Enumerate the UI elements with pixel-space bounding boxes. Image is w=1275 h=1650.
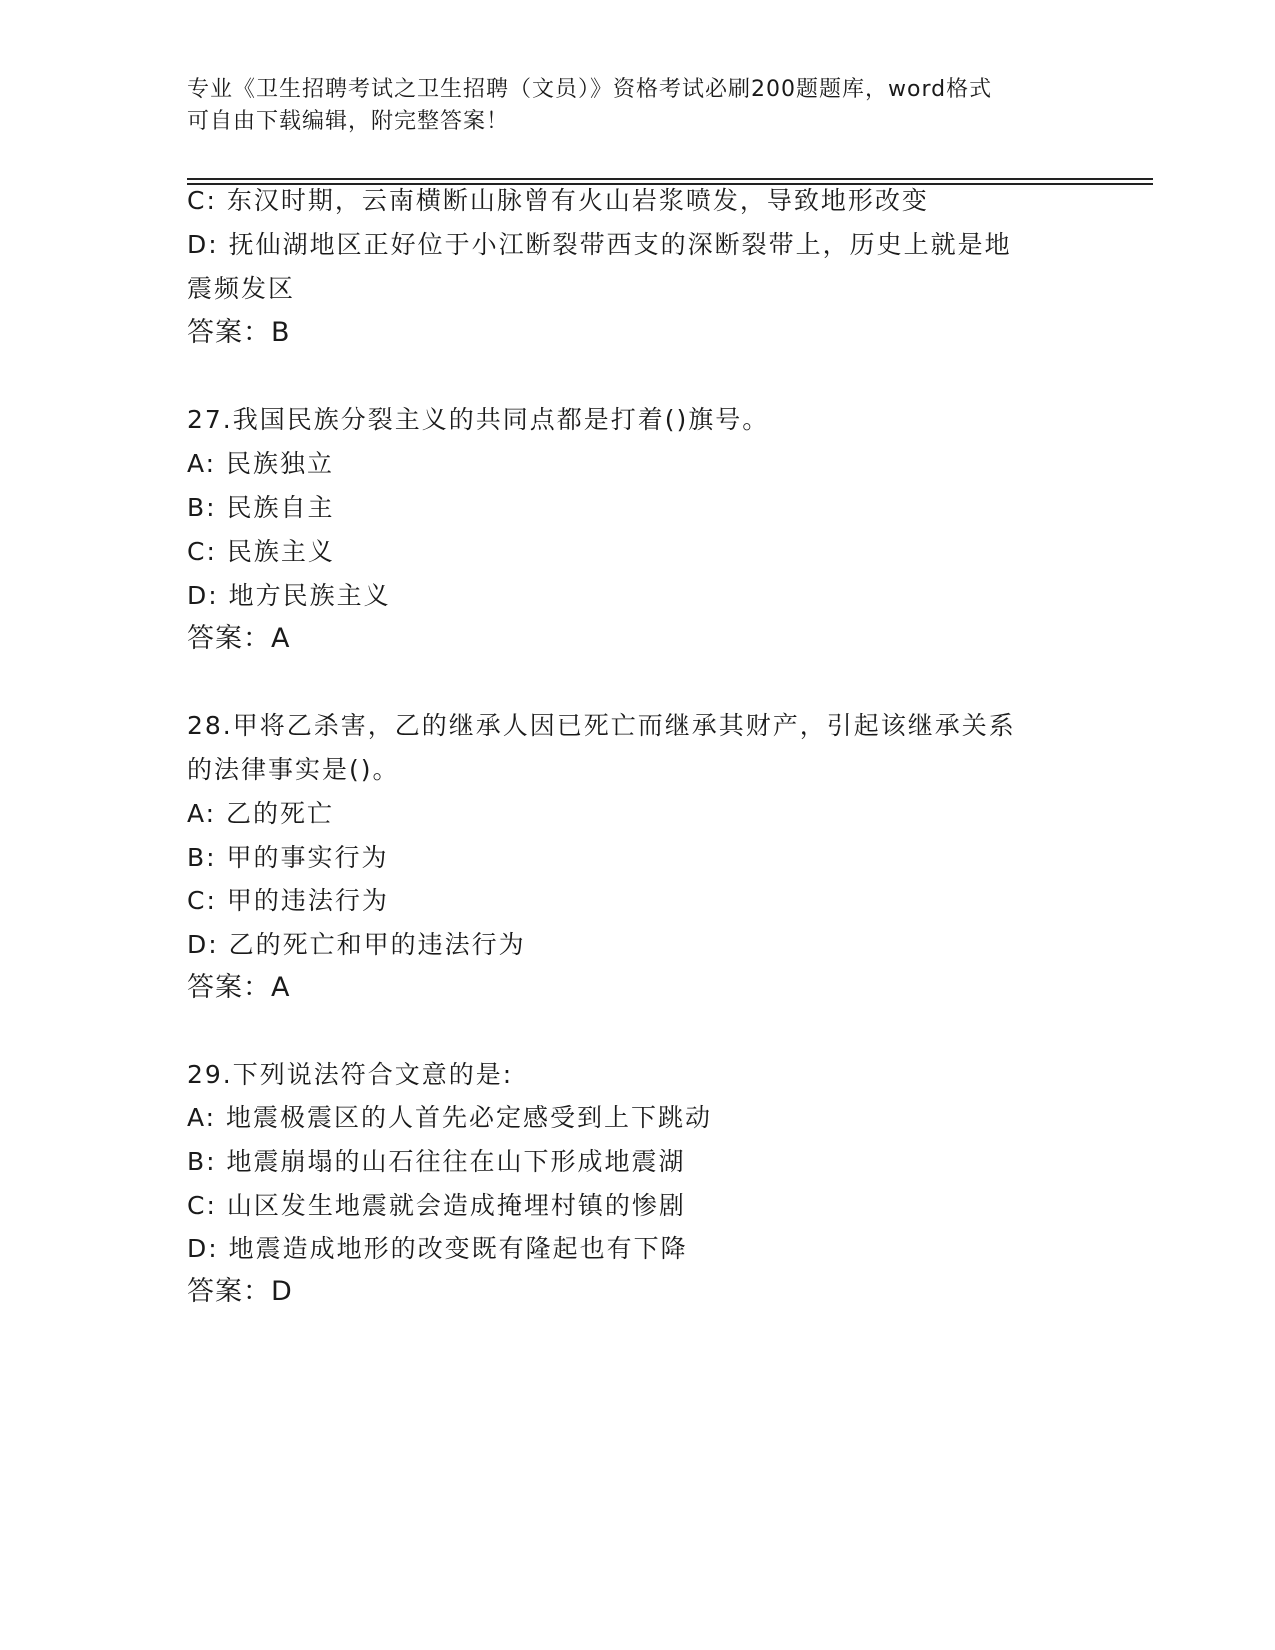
q26-option-d-line-2: 震频发区 <box>187 274 296 303</box>
q26-answer: 答案：B <box>187 317 291 348</box>
q27-stem: 27.我国民族分裂主义的共同点都是打着()旗号。 <box>187 405 770 434</box>
document-header <box>187 74 1087 138</box>
q28-stem-line-1: 28.甲将乙杀害，乙的继承人因已死亡而继承其财产，引起该继承关系 <box>187 711 1016 740</box>
q28-option-c: C: 甲的违法行为 <box>187 886 389 915</box>
q27-option-a: A: 民族独立 <box>187 449 335 478</box>
q27-option-c: C: 民族主义 <box>187 537 335 566</box>
header-divider-top <box>187 178 1153 180</box>
q28-stem-line-2: 的法律事实是()。 <box>187 755 400 784</box>
q28-option-a: A: 乙的死亡 <box>187 799 335 828</box>
header-title-line-2: 可自由下载编辑，附完整答案！ <box>187 109 510 134</box>
q29-option-c: C: 山区发生地震就会造成掩埋村镇的惨剧 <box>187 1191 686 1220</box>
q26-option-c: C: 东汉时期，云南横断山脉曾有火山岩浆喷发，导致地形改变 <box>187 186 929 215</box>
q27-answer: 答案：A <box>187 623 291 654</box>
q28-option-b: B: 甲的事实行为 <box>187 843 389 872</box>
q29-option-b: B: 地震崩塌的山石往往在山下形成地震湖 <box>187 1147 686 1176</box>
q27-option-d: D: 地方民族主义 <box>187 581 391 610</box>
q29-option-a: A: 地震极震区的人首先必定感受到上下跳动 <box>187 1103 713 1132</box>
q26-option-d-line-1: D: 抚仙湖地区正好位于小江断裂带西支的深断裂带上，历史上就是地 <box>187 230 1012 259</box>
q29-answer: 答案：D <box>187 1276 293 1307</box>
q28-option-d: D: 乙的死亡和甲的违法行为 <box>187 930 526 959</box>
header-title-line-1: 专业《卫生招聘考试之卫生招聘（文员）》资格考试必刷200题题库，word格式 <box>187 77 993 102</box>
q28-answer: 答案：A <box>187 972 291 1003</box>
q27-option-b: B: 民族自主 <box>187 493 335 522</box>
q29-stem: 29.下列说法符合文意的是: <box>187 1060 514 1089</box>
q29-option-d: D: 地震造成地形的改变既有隆起也有下降 <box>187 1234 688 1263</box>
